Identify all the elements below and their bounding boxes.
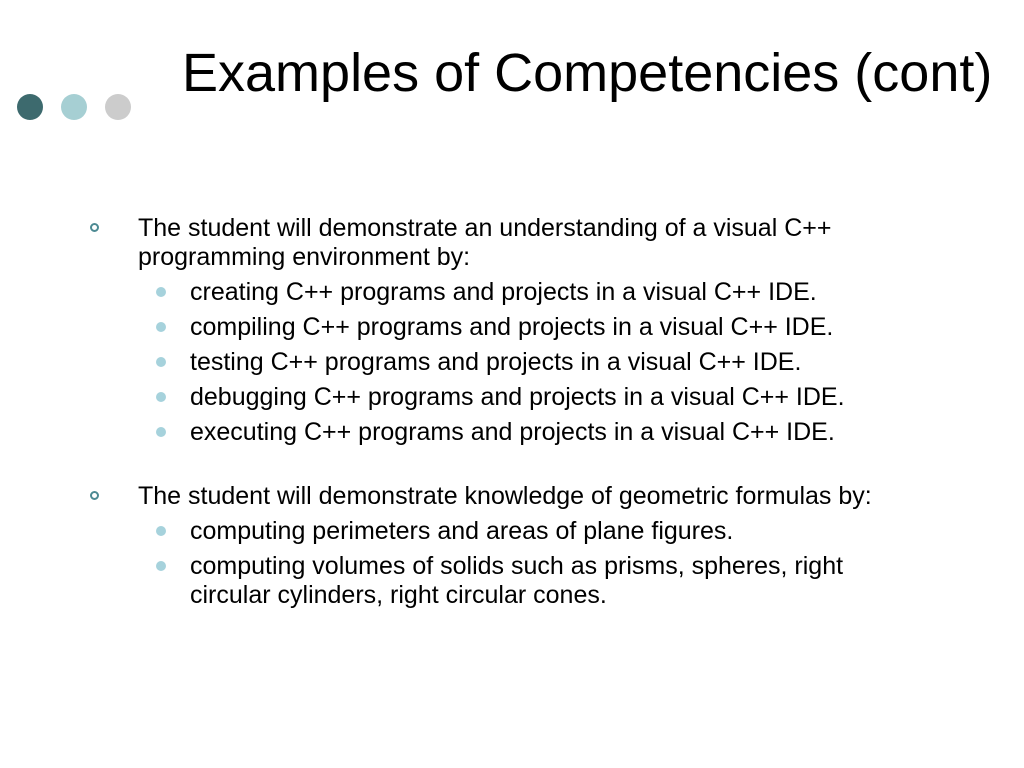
competency-section bbox=[0, 214, 1024, 447]
dot-bullet-icon bbox=[156, 287, 166, 297]
main-bullet-text: The student will demonstrate an understanding of a visual C++ programming environment by: bbox=[138, 214, 832, 271]
sub-bullet-item bbox=[0, 313, 930, 342]
slide-title: Examples of Competencies (cont) bbox=[182, 43, 993, 103]
dot-bullet-icon bbox=[156, 392, 166, 402]
dot-icon-light bbox=[61, 94, 87, 120]
sub-bullet-text: executing C++ programs and projects in a visual C++ IDE. bbox=[190, 418, 835, 446]
dot-bullet-icon bbox=[156, 357, 166, 367]
sub-bullet-item bbox=[0, 552, 930, 610]
dot-bullet-icon bbox=[156, 561, 166, 571]
dot-icon-gray bbox=[105, 94, 131, 120]
dot-bullet-icon bbox=[156, 322, 166, 332]
ring-bullet-icon bbox=[90, 491, 99, 500]
main-bullet-item bbox=[0, 482, 918, 511]
sub-bullet-text: compiling C++ programs and projects in a visual C++ IDE. bbox=[190, 313, 834, 341]
slide-content bbox=[0, 214, 1024, 616]
sub-bullet-item bbox=[0, 418, 930, 447]
sub-bullet-text: creating C++ programs and projects in a visual C++ IDE. bbox=[190, 278, 817, 306]
dot-bullet-icon bbox=[156, 526, 166, 536]
decorative-dots bbox=[17, 94, 137, 120]
sub-bullet-text: computing volumes of solids such as prisms, spheres, right circular cylinders, right circular cones. bbox=[190, 552, 844, 609]
main-bullet-item bbox=[0, 214, 918, 272]
sub-bullet-list bbox=[0, 517, 1024, 610]
competency-section bbox=[0, 482, 1024, 610]
main-bullet-text: The student will demonstrate knowledge of geometric formulas by: bbox=[138, 482, 872, 510]
sub-bullet-text: computing perimeters and areas of plane figures. bbox=[190, 517, 734, 545]
dot-icon-dark bbox=[17, 94, 43, 120]
sub-bullet-item bbox=[0, 383, 930, 412]
sub-bullet-text: testing C++ programs and projects in a visual C++ IDE. bbox=[190, 348, 802, 376]
ring-bullet-icon bbox=[90, 223, 99, 232]
sub-bullet-item bbox=[0, 517, 930, 546]
dot-bullet-icon bbox=[156, 427, 166, 437]
sub-bullet-item bbox=[0, 348, 930, 377]
sub-bullet-list bbox=[0, 278, 1024, 447]
sub-bullet-text: debugging C++ programs and projects in a visual C++ IDE. bbox=[190, 383, 845, 411]
sub-bullet-item bbox=[0, 278, 930, 307]
